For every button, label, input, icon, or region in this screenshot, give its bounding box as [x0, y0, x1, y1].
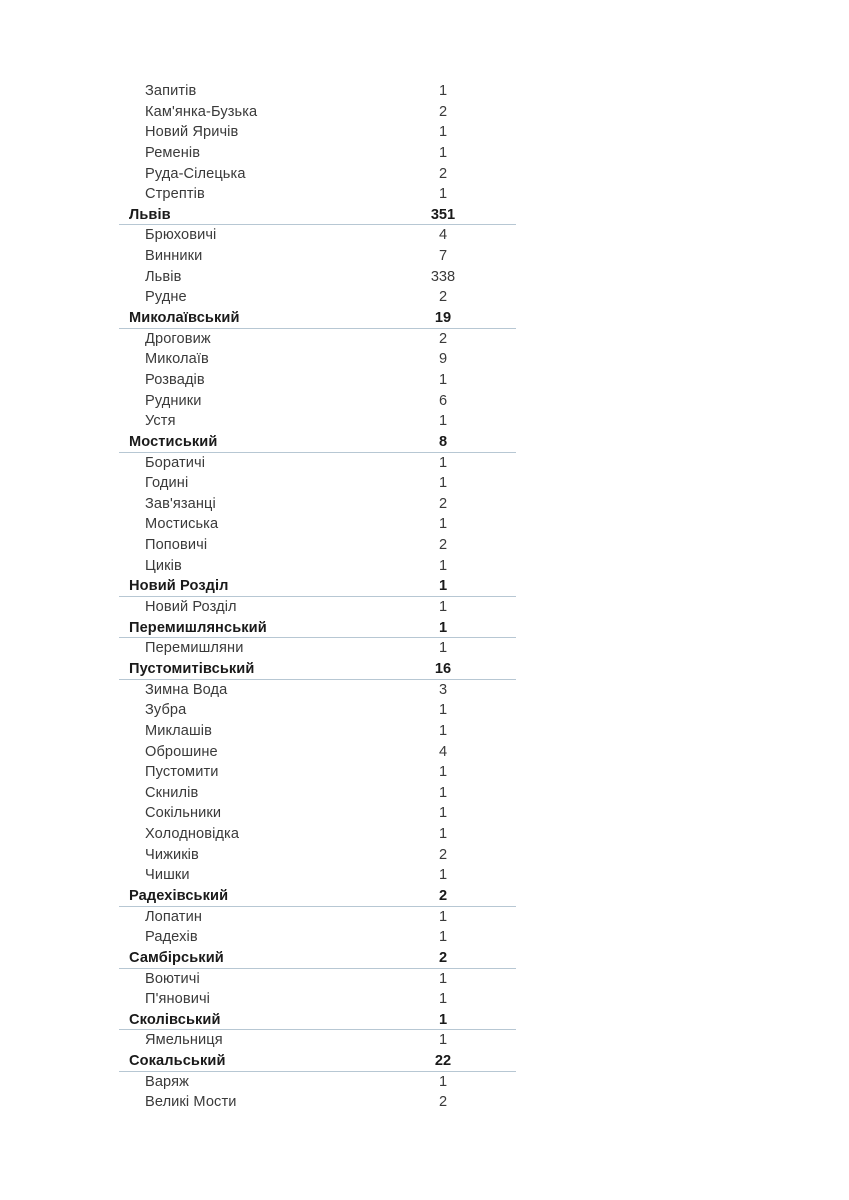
case-count: 1 [438, 1032, 448, 1049]
table-row [119, 803, 516, 824]
place-name: Чишки [145, 867, 190, 884]
case-count: 1 [438, 557, 448, 574]
case-count: 1 [438, 764, 448, 781]
case-count: 351 [430, 206, 456, 223]
table-row [119, 824, 516, 845]
place-name: Новий Розділ [145, 599, 237, 616]
table-row [119, 969, 516, 990]
table-row [119, 721, 516, 742]
case-count: 1 [438, 599, 448, 616]
table-row [119, 556, 516, 577]
place-name: Рудне [145, 289, 187, 306]
case-count: 1 [438, 722, 448, 739]
place-name: Мостиський [129, 433, 218, 450]
case-count: 2 [438, 1094, 448, 1111]
place-name: Боратичі [145, 454, 206, 471]
case-count: 1 [438, 124, 448, 141]
place-name: Миклашів [145, 722, 212, 739]
table-row [119, 473, 516, 494]
table-row [119, 907, 516, 928]
place-name: Радехівський [129, 887, 229, 904]
case-count: 1 [438, 186, 448, 203]
table-row [119, 659, 516, 680]
place-name: Ременів [145, 144, 201, 161]
case-count: 22 [434, 1053, 452, 1070]
table-row [119, 205, 516, 226]
case-count: 1 [438, 371, 448, 388]
case-count: 1 [438, 991, 448, 1008]
place-name: Зав'язанці [145, 495, 216, 512]
case-count: 1 [438, 805, 448, 822]
case-count: 4 [438, 227, 448, 244]
case-count: 2 [438, 165, 448, 182]
case-count: 6 [438, 392, 448, 409]
place-name: Великі Мости [145, 1094, 237, 1111]
table-row [119, 1010, 516, 1031]
case-count: 1 [438, 516, 448, 533]
table-row [119, 411, 516, 432]
table-row [119, 638, 516, 659]
table-row [119, 783, 516, 804]
place-name: Холодновідка [145, 826, 240, 843]
table-row [119, 762, 516, 783]
place-name: Перемишлянський [129, 619, 267, 636]
table-row [119, 597, 516, 618]
table-row [119, 102, 516, 123]
case-count: 1 [438, 1073, 448, 1090]
case-count: 338 [430, 268, 456, 285]
place-name: Розвадів [145, 371, 205, 388]
case-count: 1 [438, 970, 448, 987]
place-name: Рудники [145, 392, 202, 409]
place-name: Сокільники [145, 805, 222, 822]
place-name: Руда-Сілецька [145, 165, 246, 182]
place-name: Стрептів [145, 186, 205, 203]
table-row [119, 865, 516, 886]
case-count: 1 [438, 908, 448, 925]
case-count: 1 [438, 784, 448, 801]
place-name: Зимна Вода [145, 681, 228, 698]
table-row [119, 576, 516, 597]
table-row [119, 700, 516, 721]
case-count: 1 [438, 640, 448, 657]
case-count: 2 [438, 495, 448, 512]
case-count: 1 [438, 826, 448, 843]
table-row [119, 1072, 516, 1093]
place-name: Радехів [145, 929, 198, 946]
place-name: Миколаївський [129, 310, 240, 327]
case-count: 3 [438, 681, 448, 698]
case-count: 1 [438, 578, 448, 595]
place-name: Запитів [145, 83, 197, 99]
place-name: Самбірський [129, 949, 224, 966]
place-name: Новий Яричів [145, 124, 239, 141]
table-row [119, 948, 516, 969]
case-count: 2 [438, 103, 448, 120]
case-count: 16 [434, 660, 452, 677]
table-row [119, 535, 516, 556]
place-name: Оброшине [145, 743, 218, 760]
table-row [119, 514, 516, 535]
table-row [119, 680, 516, 701]
place-name: Дроговиж [145, 330, 211, 347]
case-count: 1 [438, 413, 448, 430]
place-name: Циків [145, 557, 182, 574]
place-name: Поповичі [145, 537, 208, 554]
place-name: Пустомитівський [129, 660, 255, 677]
table-row [119, 742, 516, 763]
place-name: Перемишляни [145, 640, 244, 657]
table-row [119, 349, 516, 370]
table-row [119, 494, 516, 515]
case-count: 1 [438, 619, 448, 636]
place-name: Львів [145, 268, 182, 285]
case-count: 19 [434, 310, 452, 327]
case-count: 2 [438, 846, 448, 863]
table-row [119, 370, 516, 391]
place-name: Варяж [145, 1073, 189, 1090]
place-name: Зубра [145, 702, 187, 719]
place-name: Винники [145, 248, 203, 265]
table-row [119, 927, 516, 948]
table-row [119, 432, 516, 453]
case-count: 8 [438, 433, 448, 450]
place-name: Мостиська [145, 516, 219, 533]
place-name: Новий Розділ [129, 578, 229, 595]
table-row [119, 122, 516, 143]
table-row [119, 989, 516, 1010]
table-row [119, 1092, 516, 1113]
case-count: 9 [438, 351, 448, 368]
table-row [119, 267, 516, 288]
place-name: Пустомити [145, 764, 219, 781]
place-name: Сокальський [129, 1053, 226, 1070]
case-count: 1 [438, 144, 448, 161]
table-row [119, 618, 516, 639]
place-name: Брюховичі [145, 227, 217, 244]
table-row [119, 1030, 516, 1051]
place-name: Лопатин [145, 908, 202, 925]
place-name: Миколаїв [145, 351, 209, 368]
table-row [119, 225, 516, 246]
table-row [119, 81, 516, 102]
case-count: 1 [438, 454, 448, 471]
table-row [119, 329, 516, 350]
case-count: 2 [438, 887, 448, 904]
table-row [119, 391, 516, 412]
place-name: Скнилів [145, 784, 199, 801]
table-row [119, 453, 516, 474]
case-count: 2 [438, 537, 448, 554]
case-count: 2 [438, 949, 448, 966]
case-count: 2 [438, 330, 448, 347]
place-name: Львів [129, 206, 171, 223]
case-count: 1 [438, 475, 448, 492]
place-name: Ямельниця [145, 1032, 223, 1049]
case-count: 4 [438, 743, 448, 760]
case-count: 1 [438, 83, 448, 99]
table-row [119, 1051, 516, 1072]
cases-table [119, 81, 516, 1113]
table-row [119, 287, 516, 308]
table-row [119, 246, 516, 267]
case-count: 2 [438, 289, 448, 306]
place-name: Годині [145, 475, 189, 492]
table-row [119, 886, 516, 907]
case-count: 1 [438, 867, 448, 884]
place-name: Устя [145, 413, 176, 430]
place-name: Чижиків [145, 846, 199, 863]
table-row [119, 845, 516, 866]
table-row [119, 308, 516, 329]
case-count: 1 [438, 1011, 448, 1028]
case-count: 1 [438, 702, 448, 719]
table-row [119, 184, 516, 205]
place-name: Кам'янка-Бузька [145, 103, 258, 120]
place-name: Воютичі [145, 970, 200, 987]
place-name: П'яновичі [145, 991, 211, 1008]
case-count: 1 [438, 929, 448, 946]
case-count: 7 [438, 248, 448, 265]
place-name: Сколівський [129, 1011, 221, 1028]
table-row [119, 164, 516, 185]
table-row [119, 143, 516, 164]
